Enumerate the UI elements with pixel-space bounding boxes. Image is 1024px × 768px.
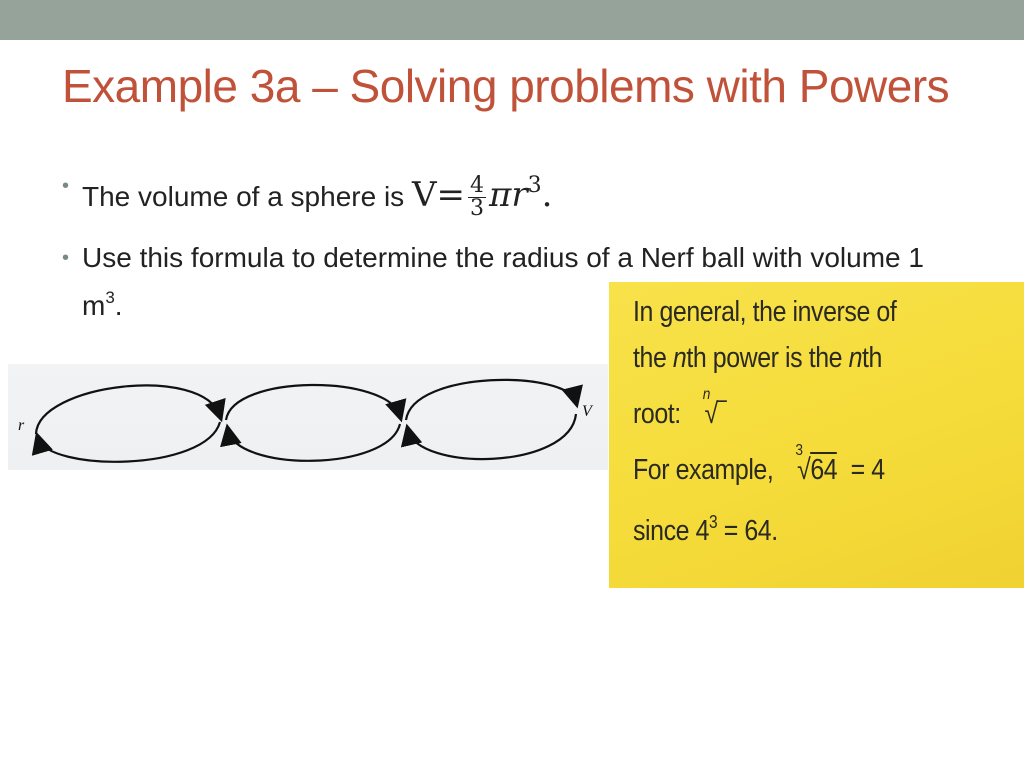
loop-arrow-2-bottom: [228, 424, 400, 461]
callout-text: th power is the: [686, 342, 849, 374]
callout-text: For example,: [633, 454, 774, 486]
bullet-dot: •: [62, 246, 70, 269]
callout-text: the: [633, 342, 673, 374]
loop-arrow-3-top: [406, 380, 576, 420]
formula-eq: =: [436, 175, 466, 215]
callout-line-4: [633, 442, 885, 487]
nth-root-symbol: n √‾: [702, 386, 726, 430]
diagram-end-label: V: [582, 403, 592, 420]
callout-text: = 64.: [717, 515, 778, 547]
volume-formula: [411, 172, 553, 221]
callout-text: since 4: [633, 515, 710, 547]
unit-exponent: 3: [105, 287, 115, 307]
diagram-start-label: r: [18, 417, 25, 434]
formula-end: .: [541, 175, 553, 215]
loop-arrow-1-bottom: [38, 422, 220, 462]
bullet-end: .: [114, 289, 123, 321]
bullet-text: Use this formula to determine the radius of a Nerf ball with volume 1 m: [82, 241, 924, 321]
slide-title: Example 3a – Solving problems with Powers: [62, 60, 950, 112]
bullet-sphere-volume: [62, 166, 972, 220]
fraction-numerator: 4: [470, 172, 485, 198]
loop-arrow-2-top: [226, 385, 400, 420]
radicand: 64: [810, 454, 838, 486]
callout-line-1: In general, the inverse of: [633, 296, 897, 328]
loop-arrow-1-top: [36, 385, 220, 434]
root-index: n: [702, 386, 710, 403]
loop-arrows-svg: [8, 364, 608, 470]
formula-pi: π: [489, 175, 512, 215]
callout-n: n: [848, 342, 863, 374]
root-index: 3: [795, 442, 803, 459]
bullet-text: The volume of a sphere is: [82, 181, 405, 212]
fraction-denominator: 3: [470, 195, 485, 221]
callout-text: root:: [633, 398, 681, 430]
loop-arrow-3-bottom: [408, 414, 576, 459]
callout-line-3: [633, 386, 726, 431]
inverse-power-callout: [609, 282, 1024, 588]
callout-text: th: [862, 342, 882, 374]
operation-diagram: [8, 364, 608, 470]
bullet-dot: •: [62, 175, 70, 197]
formula-lhs: V: [411, 175, 437, 215]
top-bar: [0, 0, 1024, 40]
callout-n: n: [672, 342, 687, 374]
formula-exponent: 3: [527, 173, 542, 198]
callout-line-5: [633, 512, 778, 548]
formula-var: r: [511, 175, 528, 215]
formula-fraction: [468, 172, 486, 221]
cube-root-expression: 3 √64: [795, 442, 838, 486]
callout-exponent: 3: [709, 512, 718, 532]
callout-text: = 4: [850, 454, 885, 486]
callout-line-2: [633, 342, 882, 375]
